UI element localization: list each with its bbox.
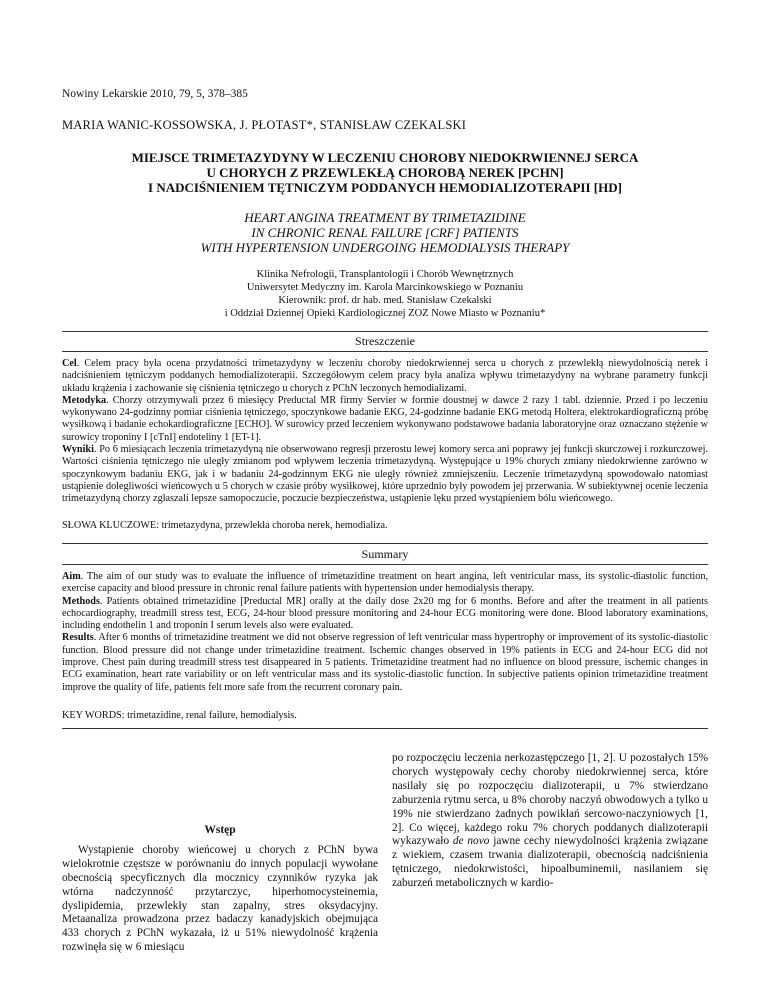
section-heading-wstep: Wstęp [204,824,236,836]
abstract-paragraph: Wyniki. Po 6 miesiącach leczenia trimetazydyną nie obserwowano regresji przerostu lewej komory serca ani poprawy jej funkcji skurczowej i rozkurczowej. Wartości ciśnienia tętniczego nie uległy zmianom pod wpływem leczenia trimetazydyną. Występujące u 19% chorych zmiany niedokrwienne zarówno w spoczynkowym badaniu EKG, jak i w badaniu 24-godzinnym EKG nie uległy również zmniejszeniu. Leczenie trimetazydyną spowodowało natomiast ustąpienie dolegliwości wieńcowych u 5 chorych w czasie próby wysiłkowej, które uprzednio były powodem jej przerwania. W subiektywnej ocenie leczenia trimetazydyną chorzy zgłaszali lepsze samopoczucie, poczucie bezpieczeństwa, ustąpienie lęku przed wystąpieniem bólu wieńcowego. [62,444,708,505]
divider [62,543,708,544]
section-label: Cel [62,358,77,369]
streszczenie-heading: Streszczenie [355,334,415,348]
keywords-english: KEY WORDS: trimetazidine, renal failure, hemodialysis. [62,710,297,721]
title-polish [62,150,708,195]
title-english-line: WITH HYPERTENSION UNDERGOING HEMODIALYSIS THERAPY [200,240,570,255]
abstract-paragraph: Aim. The aim of our study was to evaluate the influence of trimetazidine treatment on heart angina, left ventricular mass, its systolic-diastolic function, exercise capacity and blood pressure in chronic renal failure patients with hypertension under hemodialysis therapy. [62,571,708,595]
summary-body [62,571,708,694]
affiliation-line: Klinika Nefrologii, Transplantologii i Chorób Wewnętrznych [256,269,514,280]
latin-term: de novo [452,835,490,848]
section-label: Wyniki [62,444,94,456]
summary-heading: Summary [361,547,409,561]
abstract-paragraph: Metodyka. Chorzy otrzymywali przez 6 miesięcy Preductal MR firmy Servier w formie doustnej w dawce 2 razy 1 tabl. dziennie. Przed i po leczeniu wykonywano 24-godzinny pomiar ciśnienia tętniczego, spoczynkowe badanie EKG, 24-godzinne badanie EKG metodą Holtera, elektrokardiograficzną próbę wysiłkową i badanie echokardiograficzne [ECHO]. W surowicy przed leczeniem wykonywano podstawowe badania laboratoryjne oraz oznaczano stężenie w surowicy troponiny I [cTnI] endoteliny 1 [ET-1]. [62,394,708,443]
title-polish-line: U CHORYCH Z PRZEWLEKŁĄ CHOROBĄ NEREK [PCHN] [206,165,564,180]
title-english [62,210,708,255]
title-english-line: HEART ANGINA TREATMENT BY TRIMETAZIDINE [244,210,526,225]
body-right-column [392,752,708,891]
divider [62,351,708,352]
affiliation [62,268,708,320]
abstract-paragraph: Methods. Patients obtained trimetazidine [Preductal MR] orally at the daily dose 2x20 mg for 6 months. Before and after the treatment in all patients echocardiography, treadmill stress test, ECG, 24-hour blood pressure monitoring and 24-hour ECG monitoring were done. Blood laboratory examinations, including endothelin 1 and troponin I serum levels also were evaluated. [62,595,708,632]
keywords-polish: SŁOWA KLUCZOWE: trimetazydyna, przewlekła choroba nerek, hemodializa. [62,520,388,531]
divider [62,728,708,729]
journal-citation: Nowiny Lekarskie 2010, 79, 5, 378–385 [62,88,248,100]
divider [62,331,708,332]
body-left-column [62,824,378,955]
title-polish-line: I NADCIŚNIENIEM TĘTNICZYM PODDANYCH HEMODIALIZOTERAPII [HD] [148,180,622,195]
abstract-paragraph: Cel. Celem pracy była ocena przydatności trimetazydyny w leczeniu choroby niedokrwiennej serca u chorych z przewlekłą niewydolnością nerek i nadciśnieniem tętniczym poddanych hemodializoterapii. Szczegółowym celem pracy była analiza wpływu trimetazydyny na wybrane parametry funkcji układu krążenia i zachowanie się ciśnienia tętniczego u chorych z PChN leczonych hemodializami. [62,358,708,394]
affiliation-line: Uniwersytet Medyczny im. Karola Marcinkowskiego w Poznaniu [246,282,524,293]
divider [62,564,708,565]
affiliation-line: i Oddział Dziennej Opieki Kardiologicznej ZOZ Nowe Miasto w Poznaniu* [224,308,546,319]
section-label: Metodyka [62,394,107,406]
title-polish-line: MIEJSCE TRIMETAZYDYNY W LECZENIU CHOROBY NIEDOKRWIENNEJ SERCA [131,150,639,165]
section-label: Methods [62,595,100,607]
affiliation-line: Kierownik: prof. dr hab. med. Stanisław Czekalski [278,295,492,306]
body-paragraph: Wystąpienie choroby wieńcowej u chorych z PChN bywa wielokrotnie częstsze w porównaniu do innych populacji wywołane obecnością specyficznych dla mocznicy czynników ryzyka jak wtórna nadczynność przytarczyc, hiperhomocysteinemia, dyslipidemia, przewlekły stan zapalny, stres oksydacyjny. Metaanaliza prowadzona przez badaczy kanadyjskich obejmująca 433 chorych z PChN wykazała, iż u 51% niewydolność krążenia rozwinęła się w 6 miesiącu [62,843,378,954]
section-label: Aim [62,571,81,582]
abstract-paragraph: Results. After 6 months of trimetazidine treatment we did not observe regression of left ventricular mass hypertrophy or improvement of its systolic-diastolic function. Blood pressure did not change under trimetazidine treatment. Ischemic changes observed in 19% patients in ECG and 24-hour ECG did not improve. Chest pain during treadmill stress test disappeared in 5 patients. Trimetazidine treatment had no influence on blood pressure, ischemic changes in ECG examination, heart rate variability or on left ventricular mass and its systolic-diastolic function. In subjective patients opinion trimetazidine treatment improve the quality of life, patients felt more safe from the recurrent coronary pain. [62,632,708,693]
section-label: Results [62,632,94,644]
streszczenie-body [62,358,708,506]
title-english-line: IN CHRONIC RENAL FAILURE [CRF] PATIENTS [251,225,519,240]
body-paragraph: po rozpoczęciu leczenia nerkozastępczego [1, 2]. U pozostałych 15% chorych występowały cechy choroby niedokrwiennej serca, które nasilały się po rozpoczęciu dializoterapii, u 7% stwierdzano zaburzenia rytmu serca, u 8% choroby naczyń obwodowych a tylko u 19% nie stwierdzano żadnych powikłań sercowo-naczyniowych [1, 2]. Co więcej, każdego roku 7% chorych poddanych dializoterapii wykazywało de novo jawne cechy niewydolności krążenia związane z wiekiem, czasem trwania dializoterapii, obecnością nadciśnienia tętniczego, niedokrwistości, hipoalbuminemii, nasilaniem się zaburzeń metabolicznych w kardio- [392,752,708,890]
author-list: MARIA WANIC-KOSSOWSKA, J. PŁOTAST*, STANISŁAW CZEKALSKI [62,118,467,132]
